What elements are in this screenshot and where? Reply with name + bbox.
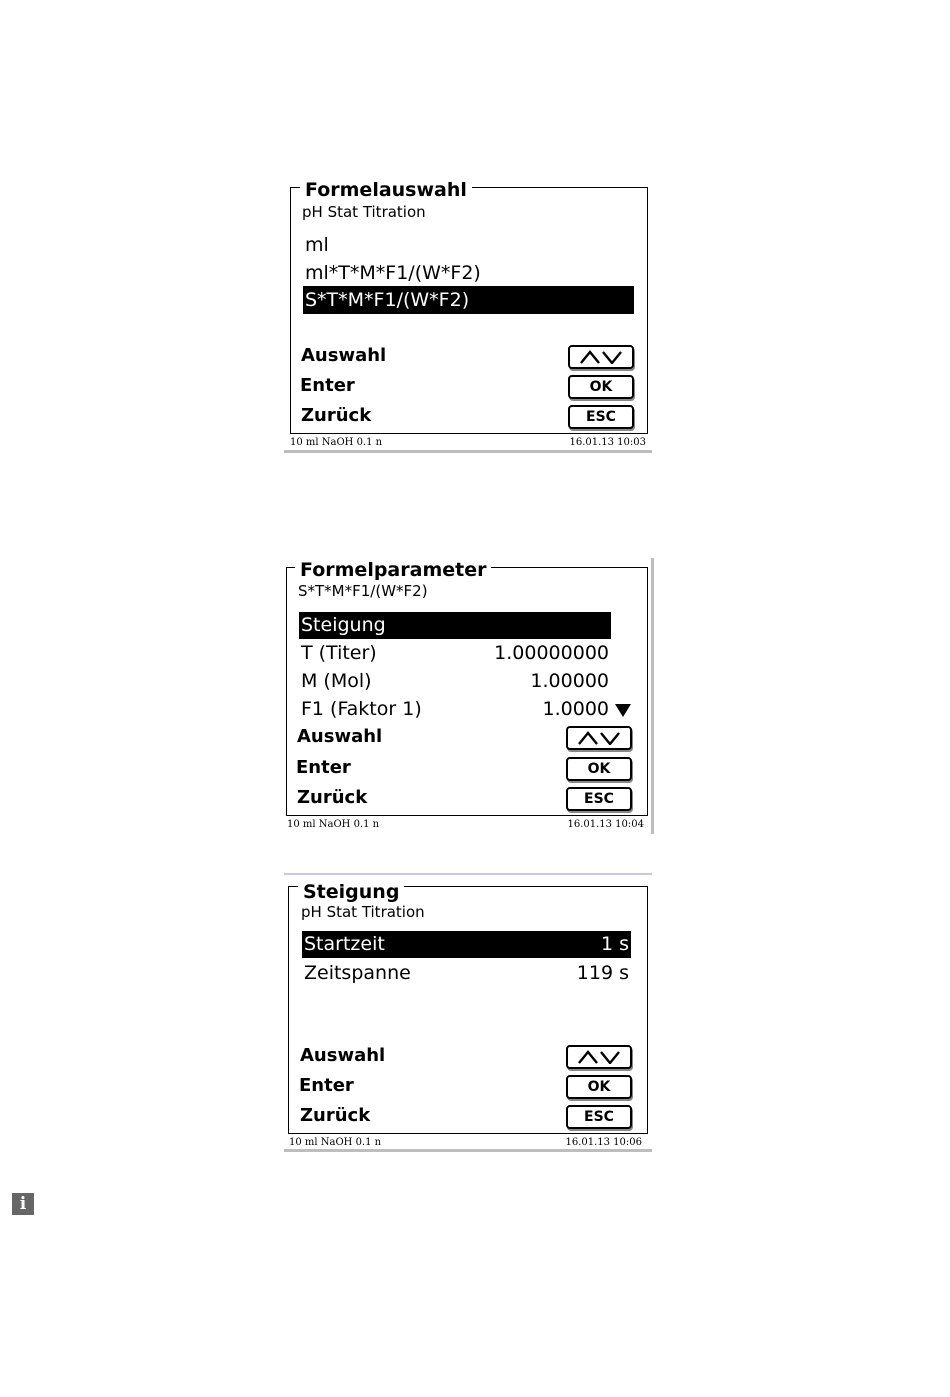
param-value: 1.00000 [530, 670, 609, 692]
back-label: Zurück [301, 405, 372, 426]
param-label: T (Titer) [301, 642, 377, 664]
enter-label: Enter [296, 757, 351, 778]
formula-parameters-screen [282, 558, 654, 834]
up-down-arrows-icon [579, 350, 623, 364]
dialog-title: Formelparameter [295, 560, 491, 580]
status-right: 16.01.13 10:03 [569, 437, 646, 448]
ok-key[interactable]: OK [568, 375, 634, 399]
screen-top-border [284, 873, 652, 875]
slope-screen [284, 873, 652, 1153]
param-value: 1.00000000 [494, 642, 609, 664]
formula-selection-screen [284, 178, 652, 454]
screen-bottom-border [284, 1149, 652, 1152]
up-down-arrows-icon [577, 1050, 621, 1064]
status-left: 10 ml NaOH 0.1 n [287, 819, 380, 830]
screen-side-border [651, 558, 654, 834]
dialog-subtitle: pH Stat Titration [302, 203, 426, 221]
param-row-selected[interactable] [302, 931, 631, 958]
status-left: 10 ml NaOH 0.1 n [289, 1137, 382, 1148]
back-label: Zurück [297, 787, 368, 808]
esc-key[interactable]: ESC [566, 787, 632, 811]
param-row-selected[interactable] [299, 612, 611, 639]
status-right: 16.01.13 10:04 [567, 819, 644, 830]
status-left: 10 ml NaOH 0.1 n [290, 437, 383, 448]
param-label: Zeitspanne [304, 962, 411, 984]
screen-bottom-border [284, 450, 652, 453]
formula-option-label: ml [305, 234, 329, 256]
down-triangle-icon[interactable] [615, 704, 631, 717]
param-value: 1 s [600, 933, 629, 955]
param-label: F1 (Faktor 1) [301, 698, 422, 720]
select-label: Auswahl [297, 726, 383, 747]
select-label: Auswahl [300, 1045, 386, 1066]
back-label: Zurück [300, 1105, 371, 1126]
select-label: Auswahl [301, 345, 387, 366]
dialog-title: Steigung [298, 882, 404, 902]
enter-label: Enter [300, 375, 355, 396]
enter-label: Enter [299, 1075, 354, 1096]
formula-option-label: ml*T*M*F1/(W*F2) [305, 262, 481, 284]
param-label: M (Mol) [301, 670, 372, 692]
status-right: 16.01.13 10:06 [565, 1137, 642, 1148]
param-value: 1.0000 [542, 698, 609, 720]
dialog-subtitle: S*T*M*F1/(W*F2) [298, 582, 428, 600]
ok-key[interactable]: OK [566, 1075, 632, 1099]
up-down-arrows-icon [577, 731, 621, 745]
param-label: Startzeit [304, 933, 385, 955]
dialog-title: Formelauswahl [300, 180, 472, 200]
up-down-key[interactable] [566, 1045, 632, 1069]
up-down-key[interactable] [566, 726, 632, 750]
dialog-subtitle: pH Stat Titration [301, 903, 425, 921]
up-down-key[interactable] [568, 345, 634, 369]
esc-key[interactable]: ESC [568, 405, 634, 429]
info-icon: i [12, 1193, 34, 1215]
formula-option-selected[interactable] [303, 286, 634, 314]
ok-key[interactable]: OK [566, 757, 632, 781]
param-label: Steigung [301, 614, 386, 636]
param-value: 119 s [576, 962, 629, 984]
formula-option-label: S*T*M*F1/(W*F2) [305, 289, 470, 311]
esc-key[interactable]: ESC [566, 1105, 632, 1129]
